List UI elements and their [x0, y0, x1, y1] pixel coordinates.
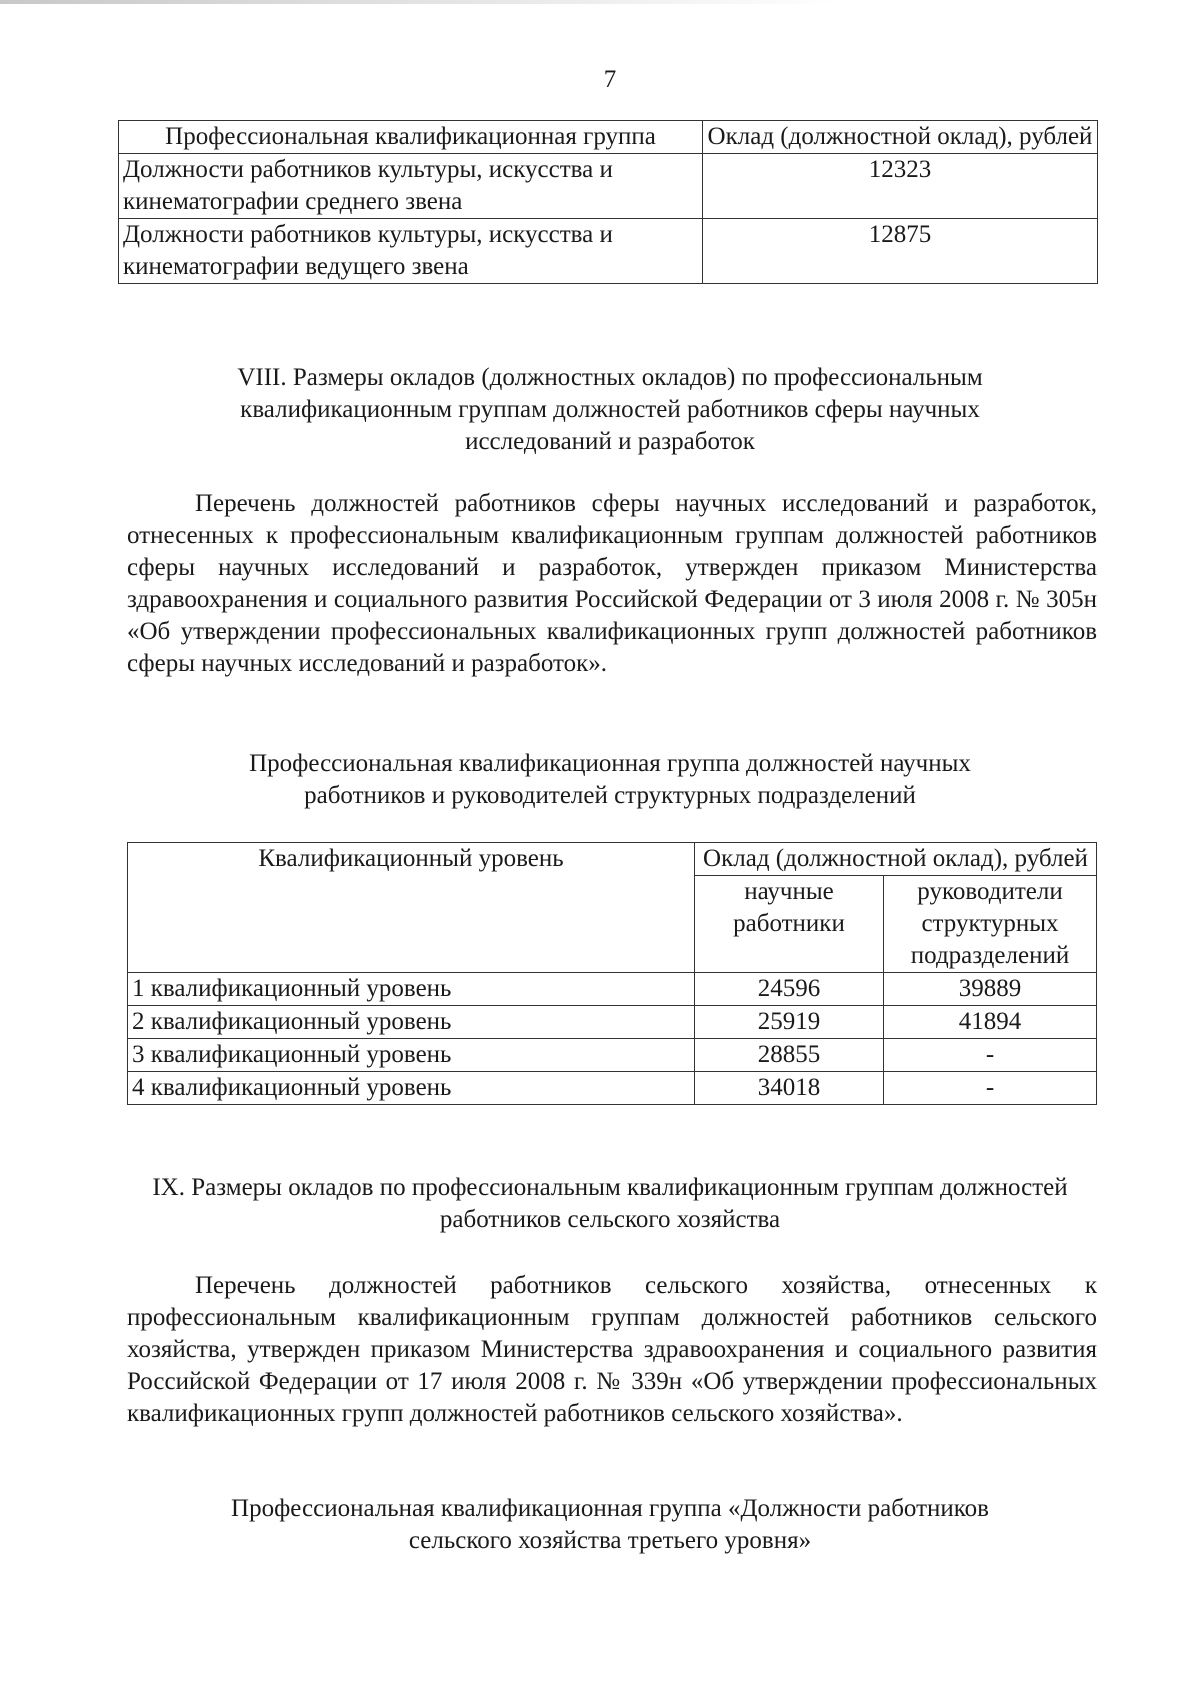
section-9-title: IX. Размеры окладов по профессиональным квалификационным группам должностей работников сельского хозяйства — [152, 1174, 1068, 1233]
scientists-salary-cell: 28855 — [695, 1039, 884, 1072]
subheader-heads: руководители структурных подразделений — [884, 876, 1097, 973]
scan-edge — [0, 0, 1200, 4]
header-salary: Оклад (должностной оклад), рублей — [695, 843, 1097, 876]
heads-salary-cell: 41894 — [884, 1006, 1097, 1039]
level-cell: 4 квалификационный уровень — [128, 1072, 695, 1105]
salary-cell: 12875 — [703, 219, 1098, 284]
scientists-salary-cell: 25919 — [695, 1006, 884, 1039]
section-8-title: VIII. Размеры окладов (должностных окладов) по профессиональным квалификационным группам должностей работников сферы научных исследований и разработок — [237, 364, 983, 455]
science-salary-table — [127, 842, 1097, 1105]
level-cell: 1 квалификационный уровень — [128, 973, 695, 1006]
header-level: Квалификационный уровень — [128, 843, 695, 973]
table-row — [128, 1072, 1097, 1105]
heads-salary-cell: - — [884, 1072, 1097, 1105]
table-header-row — [128, 843, 1097, 876]
header-group: Профессиональная квалификационная группа — [119, 121, 703, 154]
table-header-row — [119, 121, 1098, 154]
level-cell: 2 квалификационный уровень — [128, 1006, 695, 1039]
table-row — [128, 1039, 1097, 1072]
page-number: 7 — [603, 66, 617, 93]
section-8-paragraph: Перечень должностей работников сферы научных исследований и разработок, отнесенных к профессиональным квалификационным группам должностей работников сферы научных исследований и разработок, утвержден приказом Министерства здравоохранения и социального развития Российской Федерации от 3 июля 2008 г. № 305н «Об утверждении профессиональных квалификационных групп должностей работников сферы научных исследований и разработок». — [127, 490, 1097, 677]
heads-salary-cell: 39889 — [884, 973, 1097, 1006]
level-cell: 3 квалификационный уровень — [128, 1039, 695, 1072]
group-cell: Должности работников культуры, искусства и кинематографии среднего звена — [119, 154, 703, 219]
table-row — [119, 219, 1098, 284]
header-salary: Оклад (должностной оклад), рублей — [703, 121, 1098, 154]
section-8-group-title: Профессиональная квалификационная группа должностей научных работников и руководителей структурных подразделений — [249, 750, 971, 809]
scientists-salary-cell: 34018 — [695, 1072, 884, 1105]
table-row — [128, 1006, 1097, 1039]
salary-cell: 12323 — [703, 154, 1098, 219]
culture-salary-table — [118, 120, 1098, 284]
table-row — [128, 973, 1097, 1006]
section-9-group-title: Профессиональная квалификационная группа «Должности работников сельского хозяйства третьего уровня» — [231, 1495, 989, 1554]
heads-salary-cell: - — [884, 1039, 1097, 1072]
section-9-paragraph: Перечень должностей работников сельского хозяйства, отнесенных к профессиональным квалификационным группам должностей работников сельского хозяйства, утвержден приказом Министерства здравоохранения и социального развития Российской Федерации от 17 июля 2008 г. № 339н «Об утверждении профессиональных квалификационных групп должностей работников сельского хозяйства». — [127, 1272, 1097, 1427]
group-cell: Должности работников культуры, искусства и кинематографии ведущего звена — [119, 219, 703, 284]
scientists-salary-cell: 24596 — [695, 973, 884, 1006]
table-row — [119, 154, 1098, 219]
subheader-scientists: научные работники — [695, 876, 884, 973]
